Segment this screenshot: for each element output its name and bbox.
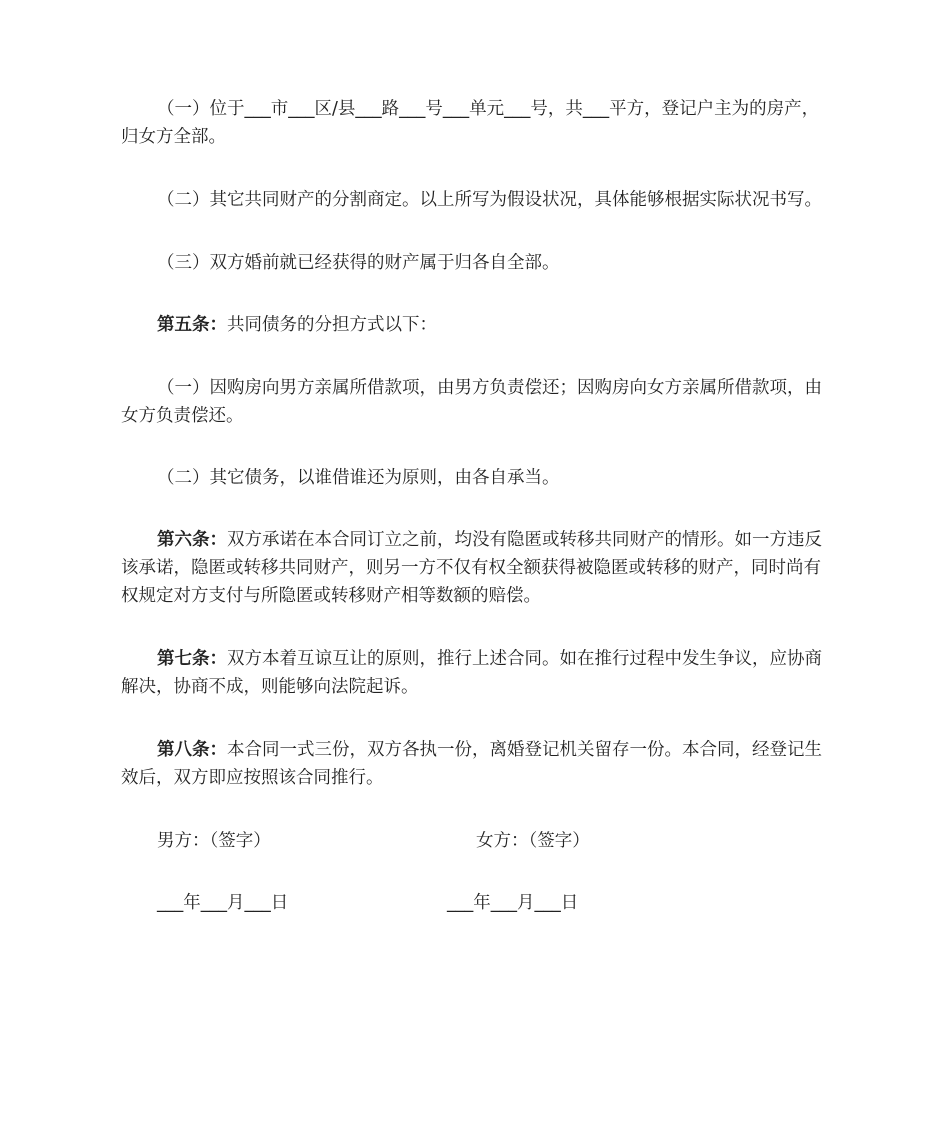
article-5-label: 第五条： [157,315,227,335]
article-8-label: 第八条： [157,740,227,760]
article-7 [121,645,833,701]
clause-5-item-1: （一）因购房向男方亲属所借款项，由男方负责偿还；因购房向女方亲属所借款项，由女方负责偿还。 [121,378,822,426]
article-6-text: 双方承诺在本合同订立之前，均没有隐匿或转移共同财产的情形。如一方违反该承诺，隐匿或转移共同财产，则另一方不仅有权全额获得被隐匿或转移的财产，同时尚有权规定对方支付与所隐匿或转移财产相等数额的赔偿。 [121,530,822,606]
article-7-text: 双方本着互谅互让的原则，推行上述合同。如在推行过程中发生争议，应协商解决，协商不成，则能够向法院起诉。 [121,649,822,697]
clause-4-item-1: （一）位于___市___区/县___路___号___单元___号，共___平方，登记户主为的房产，归女方全部。 [121,99,820,147]
clause-4-item-2: （二）其它共同财产的分割商定。以上所写为假设状况，具体能够根据实际状况书写。 [157,190,822,210]
male-signature-label: 男方：（签字） [157,831,271,851]
article-7-label: 第七条： [157,649,227,669]
clause-5-item-2: （二）其它债务，以谁借谁还为原则，由各自承当。 [157,468,560,488]
article-6-label: 第六条： [157,530,227,550]
article-5-text: 共同债务的分担方式以下： [227,315,437,335]
article-8 [121,736,833,792]
article-6 [121,526,833,610]
article-5 [121,311,833,339]
female-signature-label: 女方：（签字） [476,831,590,851]
male-date-line: ___年___月___日 [157,893,289,913]
article-8-text: 本合同一式三份，双方各执一份，离婚登记机关留存一份。本合同，经登记生效后，双方即应按照该合同推行。 [121,740,822,788]
clause-4-item-3: （三）双方婚前就已经获得的财产属于归各自全部。 [157,253,560,273]
female-date-line: ___年___月___日 [447,893,579,913]
